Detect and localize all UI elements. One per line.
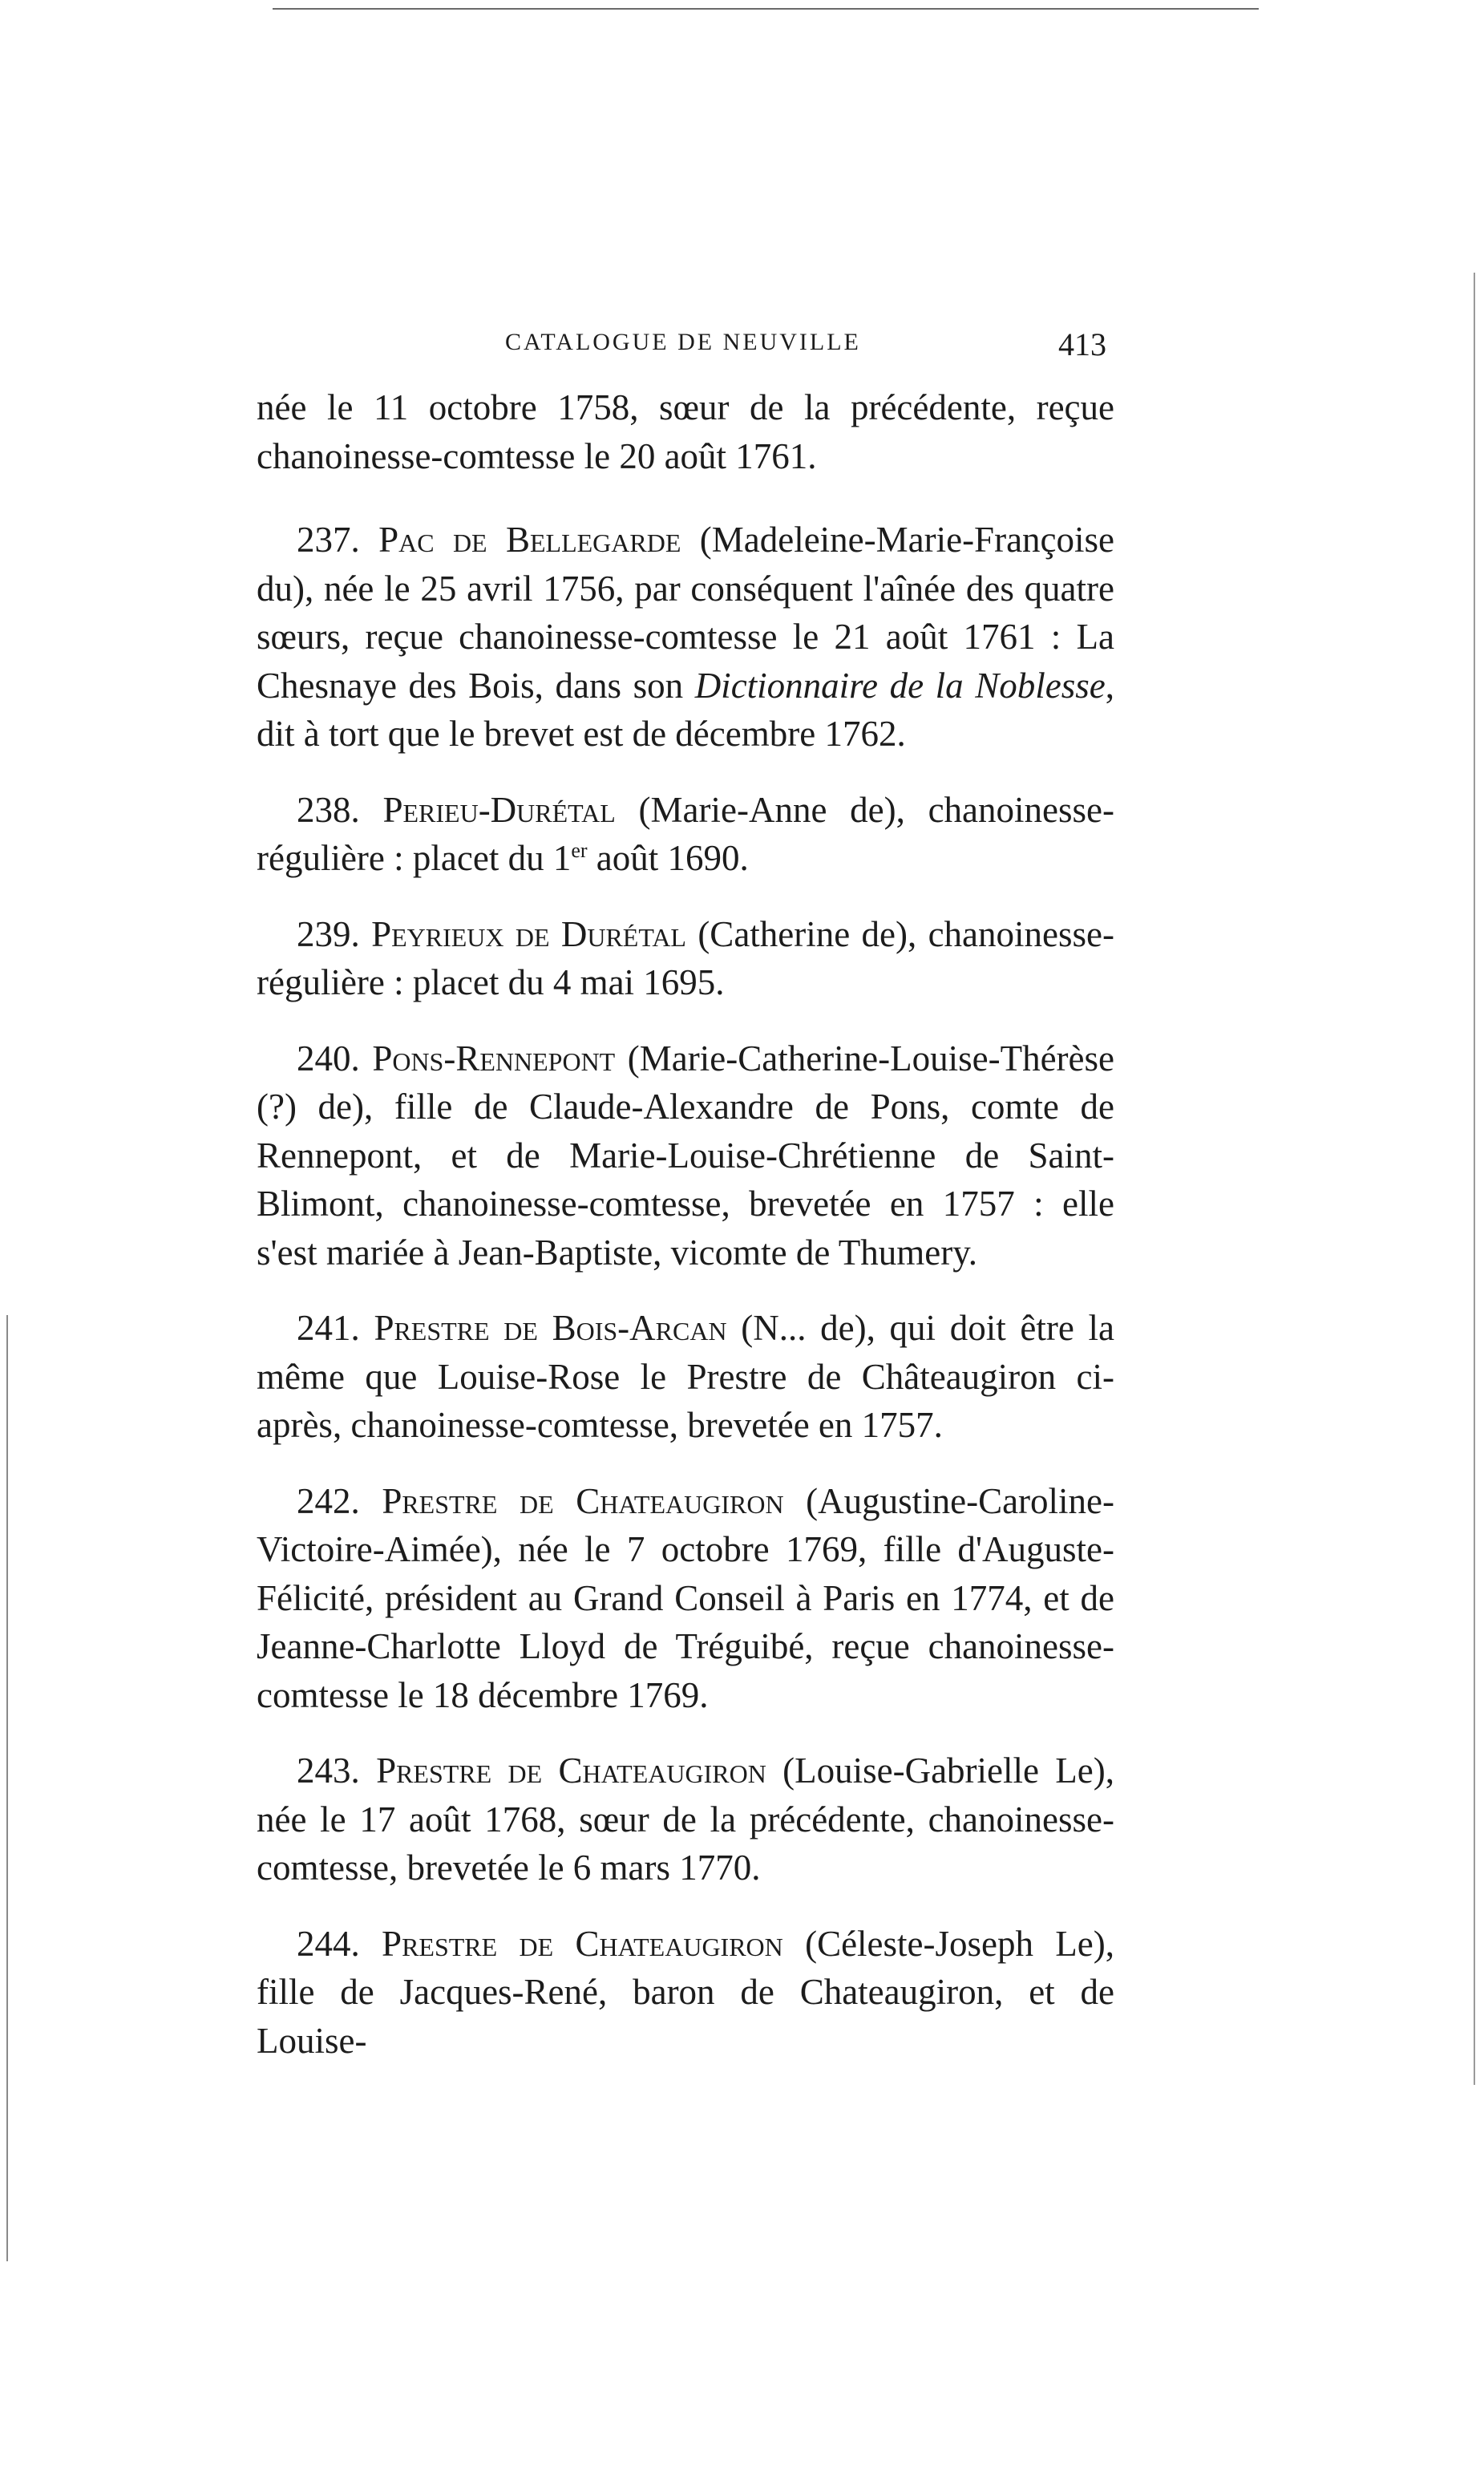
entry-240 [257, 1034, 1114, 1277]
entry-number: 239. [297, 913, 360, 954]
entry-surname: Perieu-Durétal [382, 789, 616, 830]
scan-right-edge-line [1474, 273, 1475, 2085]
entry-text-end: , dit à tort que le brevet est de décembre 1762. [257, 665, 1114, 754]
entry-surname: Peyrieux de Durétal [371, 913, 686, 954]
book-title: Dictionnaire de la Noblesse [694, 665, 1106, 706]
entry-text: (Madeleine-Marie-Françoise du), née le 25 avril 1756, par conséquent l'aînée des quatre sœurs, reçue chanoinesse-comtesse le 21 août 1761 : La Chesnaye des Bois, dans son [257, 520, 1115, 706]
entry-text: (Céleste-Joseph Le), fille de Jacques-René, baron de Chateaugiron, et de Louise- [257, 1923, 1114, 2061]
entry-surname: Pac de Bellegarde [378, 520, 681, 560]
page-number: 413 [1058, 326, 1106, 362]
running-head [257, 321, 1114, 369]
entry-242 [257, 1477, 1114, 1720]
entry-text: (Augustine-Caroline-Victoire-Aimée), née le 7 octobre 1769, fille d'Auguste-Félicité, président au Grand Conseil à Paris en 1774, et de Jeanne-Charlotte Lloyd de Tréguibé, reçue chanoinesse-comtesse le 18 décembre 1769. [257, 1480, 1115, 1715]
ordinal-superscript: er [571, 839, 588, 862]
entry-number: 244. [297, 1923, 360, 1964]
entry-surname: Prestre de Chateaugiron [382, 1480, 784, 1521]
entry-surname: Prestre de Chateaugiron [382, 1923, 783, 1964]
entry-236-continuation: née le 11 octobre 1758, sœur de la précédente, reçue chanoinesse-comtesse le 20 août 1761. [257, 387, 1114, 476]
scan-left-edge-line [6, 1315, 8, 2261]
entry-text-end: août 1690. [587, 838, 749, 878]
entry-surname: Prestre de Bois-Arcan [374, 1308, 727, 1348]
entry-number: 242. [297, 1480, 360, 1521]
entry-243 [257, 1746, 1114, 1892]
catalogue-entries [257, 383, 1114, 2065]
entry-text: (Louise-Gabrielle Le), née le 17 août 1768, sœur de la précédente, chanoinesse-comtesse, brevetée le 6 mars 1770. [257, 1750, 1114, 1888]
entry-text: (N... de), qui doit être la même que Louise-Rose le Prestre de Châteaugiron ci-après, chanoinesse-comtesse, brevetée en 1757. [257, 1308, 1115, 1445]
entry-244 [257, 1920, 1114, 2066]
entry-238 [257, 786, 1114, 883]
entry-number: 243. [297, 1750, 360, 1791]
entry-237 [257, 516, 1114, 759]
entry-number: 241. [297, 1308, 360, 1348]
entry-text: (Marie-Anne de), chanoinesse-régulière : placet du 1 [257, 789, 1114, 878]
scan-top-rule [273, 8, 1259, 10]
entry-number: 240. [297, 1038, 360, 1079]
entry-241 [257, 1304, 1114, 1450]
entry-number: 237. [297, 520, 360, 560]
entry-surname: Prestre de Chateaugiron [376, 1750, 766, 1791]
running-title: CATALOGUE DE NEUVILLE [505, 329, 861, 355]
entry-surname: Pons-Rennepont [372, 1038, 616, 1079]
entry-text: (Marie-Catherine-Louise-Thérèse (?) de), fille de Claude-Alexandre de Pons, comte de Rennepont, et de Marie-Louise-Chrétienne de Saint-Blimont, chanoinesse-comtesse, brevetée en 1757 : elle s'est mariée à Jean-Baptiste, vicomte de Thumery. [257, 1038, 1114, 1273]
entry-239 [257, 910, 1114, 1007]
entry-text: (Catherine de), chanoinesse-régulière : placet du 4 mai 1695. [257, 913, 1114, 1002]
book-page [257, 321, 1114, 2092]
entry-number: 238. [297, 789, 360, 830]
